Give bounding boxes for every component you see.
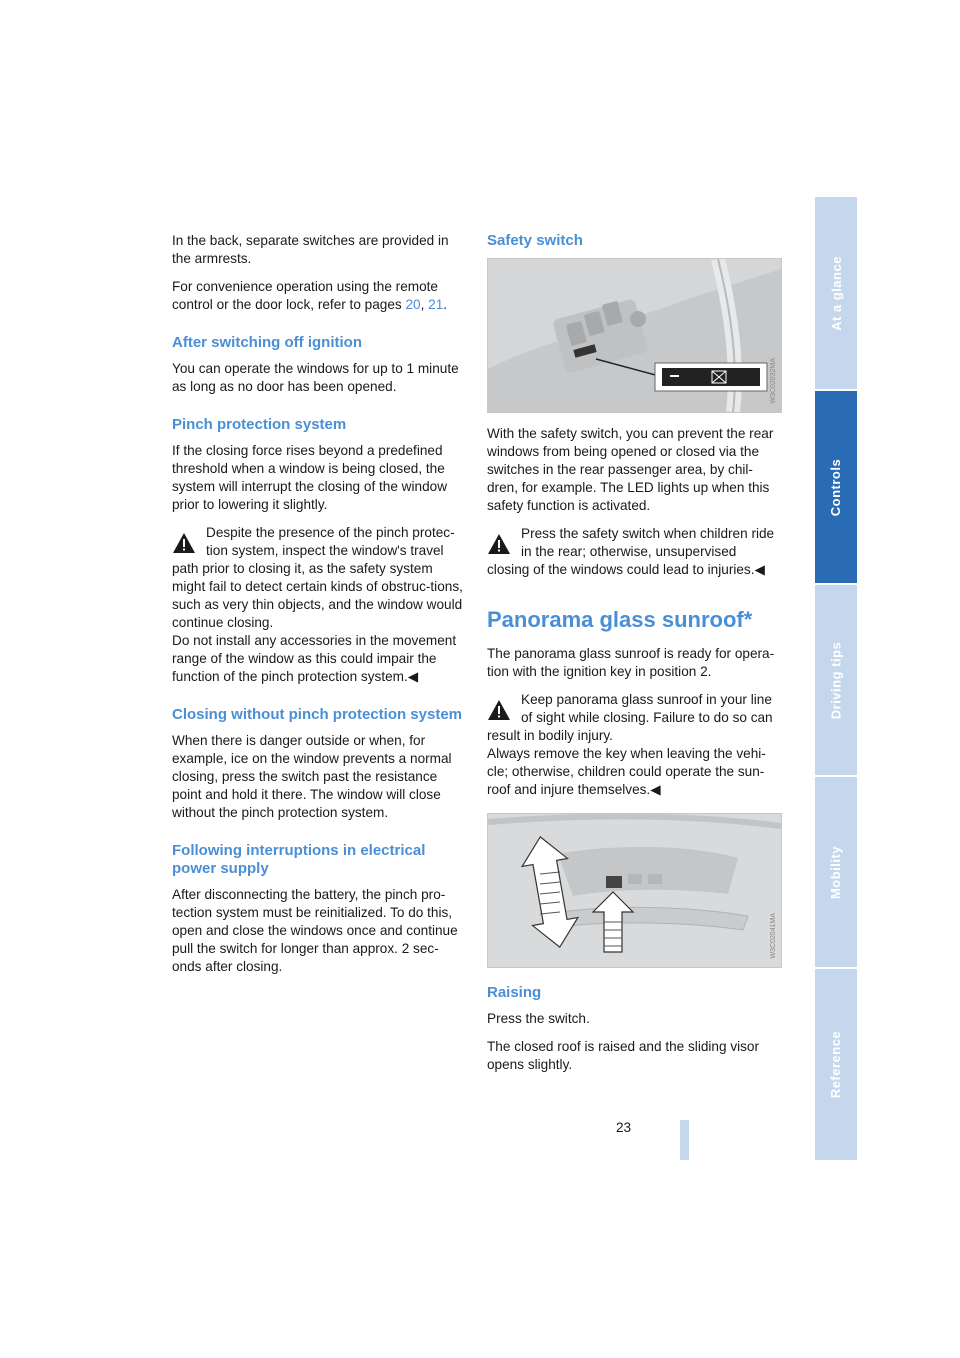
heading-after-ignition: After switching off ignition (172, 334, 362, 351)
tab-controls[interactable]: Controls (815, 391, 857, 583)
heading-raising: Raising (487, 984, 542, 1001)
tab-mobility[interactable]: Mobility (815, 777, 857, 967)
sunroof-switch-figure (487, 813, 782, 968)
warning-triangle-icon (487, 699, 511, 721)
roof-console-illustration (488, 814, 781, 967)
heading-panorama-sunroof: Panorama glass sunroof* (487, 607, 753, 632)
heading-following-interruptions: Following interruptions in electrical power supply (172, 842, 426, 877)
right-column (487, 214, 779, 1084)
tab-driving-tips[interactable]: Driving tips (815, 585, 857, 775)
heading-pinch-protection: Pinch protection system (172, 416, 347, 433)
paragraph-raising-1: Press the switch. (487, 1011, 590, 1026)
paragraph-closing-without: When there is danger outside or when, for example, ice on the window prevents a normal closing, press the switch past the resistance point and hold it there. The window will close without the pinch protection system. (172, 733, 452, 820)
page-number-bar (680, 1120, 689, 1160)
warning-triangle-icon (487, 533, 511, 555)
heading-closing-without: Closing without pinch protection system (172, 706, 463, 723)
safety-switch-figure (487, 258, 782, 413)
warning-safety-switch: Press the safety switch when children ride in the rear; otherwise, unsupervised closing of the windows could lead to injuries.◀ (487, 526, 775, 577)
tab-reference[interactable]: Reference (815, 969, 857, 1160)
page-link-21[interactable]: 21 (428, 297, 444, 312)
figure-code: W3C02032MA (770, 358, 777, 404)
page-number: 23 (616, 1120, 632, 1135)
figure-code: W3C02041MA (770, 913, 777, 959)
paragraph-raising-2: The closed roof is raised and the sliding visor opens slightly. (487, 1039, 760, 1072)
paragraph-pinch-protection: If the closing force rises beyond a predefined threshold when a window is being closed, the system will interrupt the closing of the window prior to lowering it slightly. (172, 443, 448, 512)
warning-pinch: Despite the presence of the pinch protec-tion system, inspect the window's travel path prior to closing it, as the safety system might fail to detect certain kinds of obstruc-tions, such as very thin objects, and the window would continue closing. Do not install any accessories in the movement range of the window as this could impair the function of the pinch protection system.◀ (172, 525, 463, 684)
paragraph-panorama: The panorama glass sunroof is ready for opera-tion with the ignition key in position 2. (487, 646, 775, 679)
paragraph-after-ignition: You can operate the windows for up to 1 minute as long as no door has been opened. (172, 361, 459, 394)
paragraph-rear-switches: In the back, separate switches are provided in the armrests. (172, 233, 449, 266)
paragraph-convenience: For convenience operation using the remote control or the door lock, refer to pages 20, 21. (172, 279, 448, 312)
door-switch-illustration (488, 259, 781, 412)
paragraph-following-interruptions: After disconnecting the battery, the pinch pro-tection system must be reinitialized. To do this, open and close the windows once and continue pull the switch for longer than approx. 2 sec-onds after closing. (172, 887, 458, 974)
warning-triangle-icon (172, 532, 196, 554)
paragraph-safety-switch: With the safety switch, you can prevent the rear windows from being opened or closed via the switches in the rear passenger area, by chil-dren, for example. The LED lights up when this safety function is activated. (487, 426, 774, 513)
left-column (172, 232, 464, 986)
tab-at-a-glance[interactable]: At a glance (815, 197, 857, 389)
warning-panorama: Keep panorama glass sunroof in your line of sight while closing. Failure to do so can result in bodily injury. Always remove the key when leaving the vehi-cle; otherwise, children could operate the sun-roof and injure themselves.◀ (487, 692, 773, 797)
section-tabs (815, 197, 857, 1160)
page-link-20[interactable]: 20 (405, 297, 421, 312)
heading-safety-switch: Safety switch (487, 232, 583, 249)
